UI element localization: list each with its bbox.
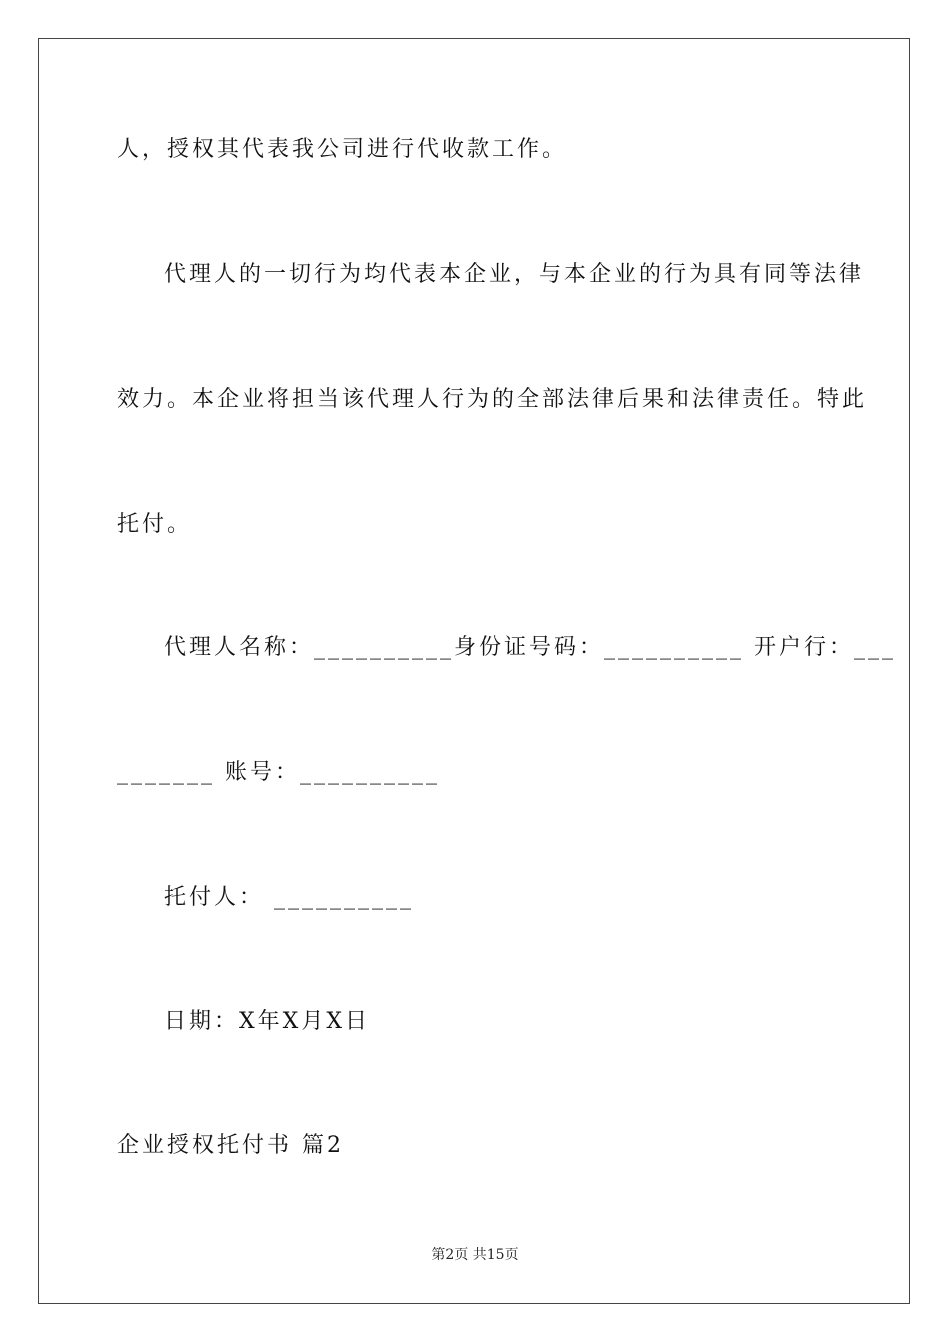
date-line: 日期：X年X月X日 — [164, 1009, 370, 1034]
page-number-footer: 第2页 共15页 — [431, 1247, 519, 1263]
agent-info-line-2: _______ 账号：__________ — [117, 760, 440, 785]
paragraph-line-1: 人，授权其代表我公司进行代收款工作。 — [117, 137, 568, 162]
page-border — [38, 38, 910, 1304]
paragraph-line-3: 效力。本企业将担当该代理人行为的全部法律后果和法律责任。特此 — [117, 387, 868, 412]
paragraph-line-2: 代理人的一切行为均代表本企业，与本企业的行为具有同等法律 — [164, 262, 865, 287]
principal-line: 托付人： __________ — [164, 885, 414, 910]
section-heading: 企业授权托付书 篇2 — [117, 1133, 344, 1158]
paragraph-line-4: 托付。 — [117, 512, 193, 537]
agent-info-line-1: 代理人名称：__________身份证号码：__________ 开户行：___ — [164, 635, 896, 660]
